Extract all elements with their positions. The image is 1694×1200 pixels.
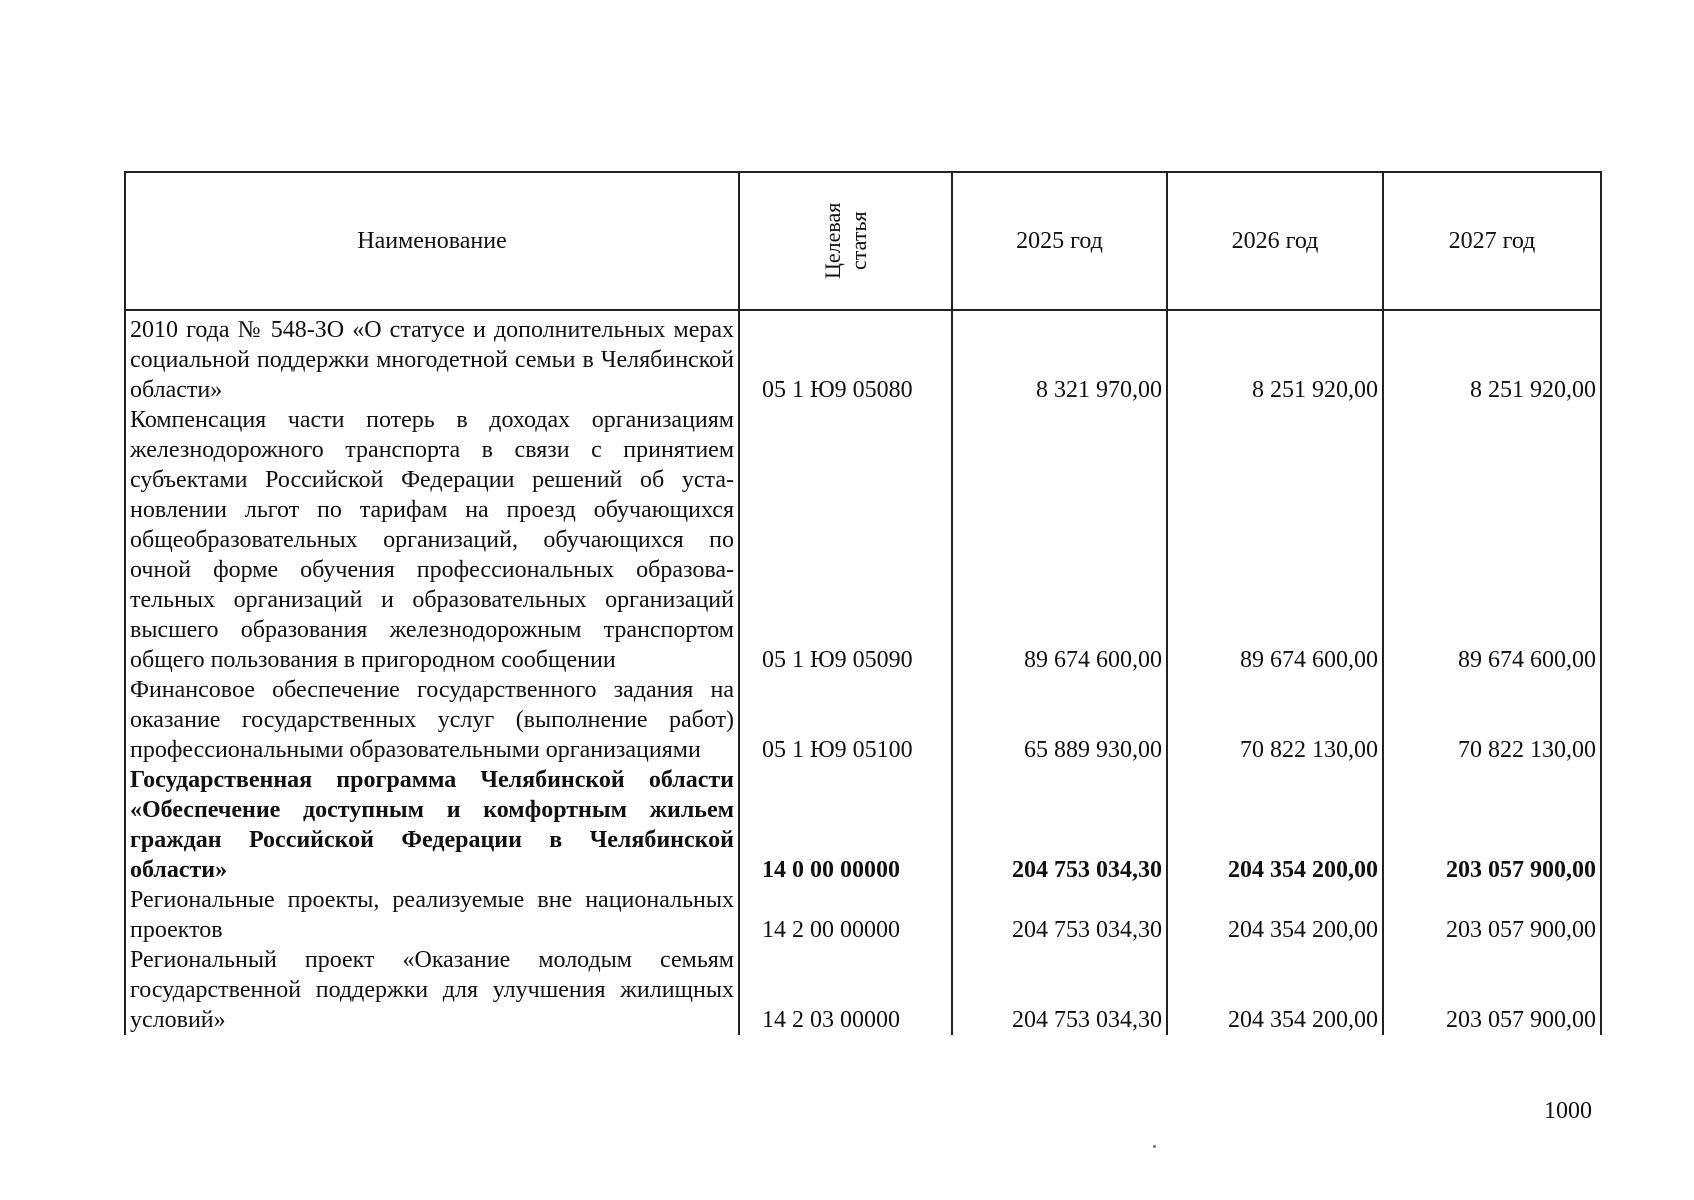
- header-2027: 2027 год: [1383, 172, 1601, 310]
- header-2026: 2026 год: [1167, 172, 1383, 310]
- row-name: Государственная программа Челябинской области «Обеспечение доступным и комфортным жильем граждан Российской Федерации в Челябинской области»: [125, 765, 739, 885]
- row-code: 05 1 Ю9 05080: [739, 310, 952, 405]
- row-2025: 65 889 930,00: [952, 675, 1167, 765]
- row-2027: 8 251 920,00: [1383, 310, 1601, 405]
- row-2026: 204 354 200,00: [1167, 765, 1383, 885]
- row-2026: 204 354 200,00: [1167, 885, 1383, 945]
- row-name: Региональный проект «Оказание молодым семьям государственной поддержки для улучшения жилищных условий»: [125, 945, 739, 1035]
- row-2026: 204 354 200,00: [1167, 945, 1383, 1035]
- row-code: 14 0 00 00000: [739, 765, 952, 885]
- row-name: Региональные проекты, реализуемые вне национальных проектов: [125, 885, 739, 945]
- table-row: [125, 885, 1601, 945]
- table-row: [125, 675, 1601, 765]
- row-name: Компенсация части потерь в доходах организациям железнодорожного транспорта в связи с принятием субъектами Российской Федерации решений об установлении льгот по тарифам на проезд обучающихся общеобразовательных организаций, обучающихся по очной форме обучения профессиональных образовательных организаций и образовательных организаций высшего образования железнодорожным транспортом общего пользования в пригородном сообщении: [125, 405, 739, 675]
- row-2026: 70 822 130,00: [1167, 675, 1383, 765]
- header-name: Наименование: [125, 172, 739, 310]
- row-2027: 89 674 600,00: [1383, 405, 1601, 675]
- table-row: [125, 310, 1601, 405]
- row-2025: 89 674 600,00: [952, 405, 1167, 675]
- row-code: 14 2 00 00000: [739, 885, 952, 945]
- page-number: 1000: [1544, 1098, 1592, 1124]
- row-2026: 8 251 920,00: [1167, 310, 1383, 405]
- row-code: 05 1 Ю9 05090: [739, 405, 952, 675]
- row-code: 05 1 Ю9 05100: [739, 675, 952, 765]
- table-row: [125, 405, 1601, 675]
- scan-speck: [1153, 1145, 1156, 1148]
- row-2027: 203 057 900,00: [1383, 885, 1601, 945]
- row-name: 2010 года № 548-ЗО «О статусе и дополнительных мерах социальной поддержки многодетной семьи в Челябинской области»: [125, 310, 739, 405]
- table-row-program: [125, 765, 1601, 885]
- table-body: [125, 310, 1601, 1035]
- header-code-label: Целевая статья: [819, 202, 871, 280]
- header-2025: 2025 год: [952, 172, 1167, 310]
- row-2025: 8 321 970,00: [952, 310, 1167, 405]
- row-2027: 203 057 900,00: [1383, 765, 1601, 885]
- row-2025: 204 753 034,30: [952, 945, 1167, 1035]
- row-2026: 89 674 600,00: [1167, 405, 1383, 675]
- row-name: Финансовое обеспечение государственного задания на оказание государственных услуг (выполнение работ) профессиональными образовательными организациями: [125, 675, 739, 765]
- budget-table: [124, 171, 1602, 1035]
- row-code: 14 2 03 00000: [739, 945, 952, 1035]
- table-row: [125, 945, 1601, 1035]
- header-code: [739, 172, 952, 310]
- row-2025: 204 753 034,30: [952, 885, 1167, 945]
- row-2027: 203 057 900,00: [1383, 945, 1601, 1035]
- row-2027: 70 822 130,00: [1383, 675, 1601, 765]
- table-header: [125, 172, 1601, 310]
- row-2025: 204 753 034,30: [952, 765, 1167, 885]
